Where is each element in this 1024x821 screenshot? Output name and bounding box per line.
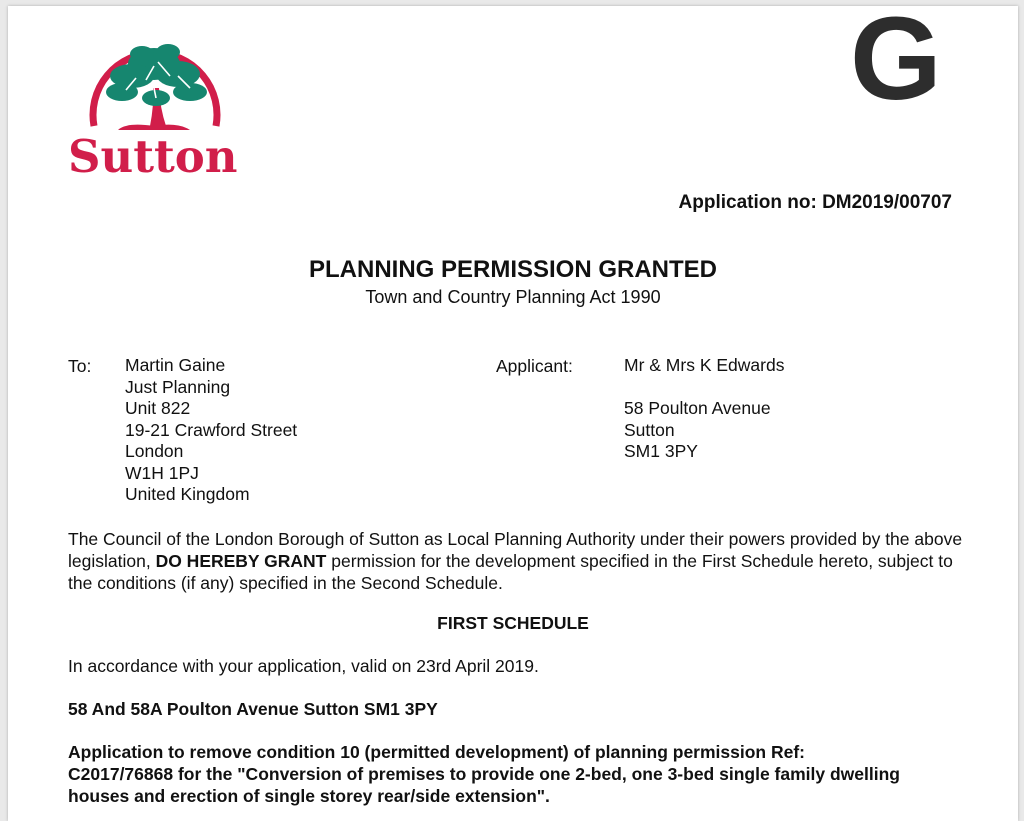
category-stamp: G (850, 0, 942, 125)
agent-address-line: 19-21 Crawford Street (125, 419, 298, 440)
tree-emblem-icon (66, 26, 242, 136)
applicant-address-line: SM1 3PY (624, 441, 698, 461)
applicant-address-line: 58 Poulton Avenue (624, 398, 771, 418)
document-subtitle: Town and Country Planning Act 1990 (365, 287, 661, 307)
applicant-label: Applicant: (496, 356, 573, 376)
validity-statement: In accordance with your application, valid on 23rd April 2019. (68, 656, 539, 676)
application-number (679, 192, 952, 214)
agent-address-line: Martin Gaine (125, 355, 226, 375)
document-page (8, 0, 1018, 821)
description-line: Application to remove condition 10 (permitted development) of planning permission Ref: (68, 742, 806, 762)
grant-emphasis: DO HEREBY GRANT (155, 551, 327, 571)
to-label: To: (68, 356, 92, 376)
grant-text: The Council of the London Borough of Sutton as Local Planning Authority under their powers provided by the above legislation, (68, 529, 963, 571)
document-title: PLANNING PERMISSION GRANTED (308, 256, 718, 283)
agent-address-line: United Kingdom (125, 484, 250, 504)
logo-wordmark: Sutton (68, 130, 238, 183)
applicant-address (624, 355, 784, 463)
description-line: C2017/76868 for the "Conversion of premises to provide one 2-bed, one 3-bed single family dwelling (68, 764, 900, 784)
application-label: Application no: (678, 192, 817, 213)
grant-paragraph (68, 528, 968, 594)
applicant-address-line: Sutton (624, 419, 675, 440)
description-line: houses and erection of single storey rear/side extension". (68, 786, 550, 806)
grant-text-end: permission for the development specified in the First Schedule hereto, subject to the conditions (if any) specified in the Second Schedule. (68, 551, 953, 593)
agent-address (125, 355, 297, 506)
sutton-logo (66, 26, 242, 186)
first-schedule-heading: FIRST SCHEDULE (437, 613, 589, 633)
applicant-name: Mr & Mrs K Edwards (624, 355, 785, 375)
agent-address-line: Just Planning (125, 376, 231, 397)
site-address: 58 And 58A Poulton Avenue Sutton SM1 3PY (68, 699, 438, 719)
agent-address-line: London (125, 441, 184, 461)
application-description (68, 741, 998, 807)
application-value: DM2019/00707 (822, 192, 952, 213)
agent-address-line: Unit 822 (125, 398, 191, 418)
agent-address-line: W1H 1PJ (125, 462, 199, 483)
